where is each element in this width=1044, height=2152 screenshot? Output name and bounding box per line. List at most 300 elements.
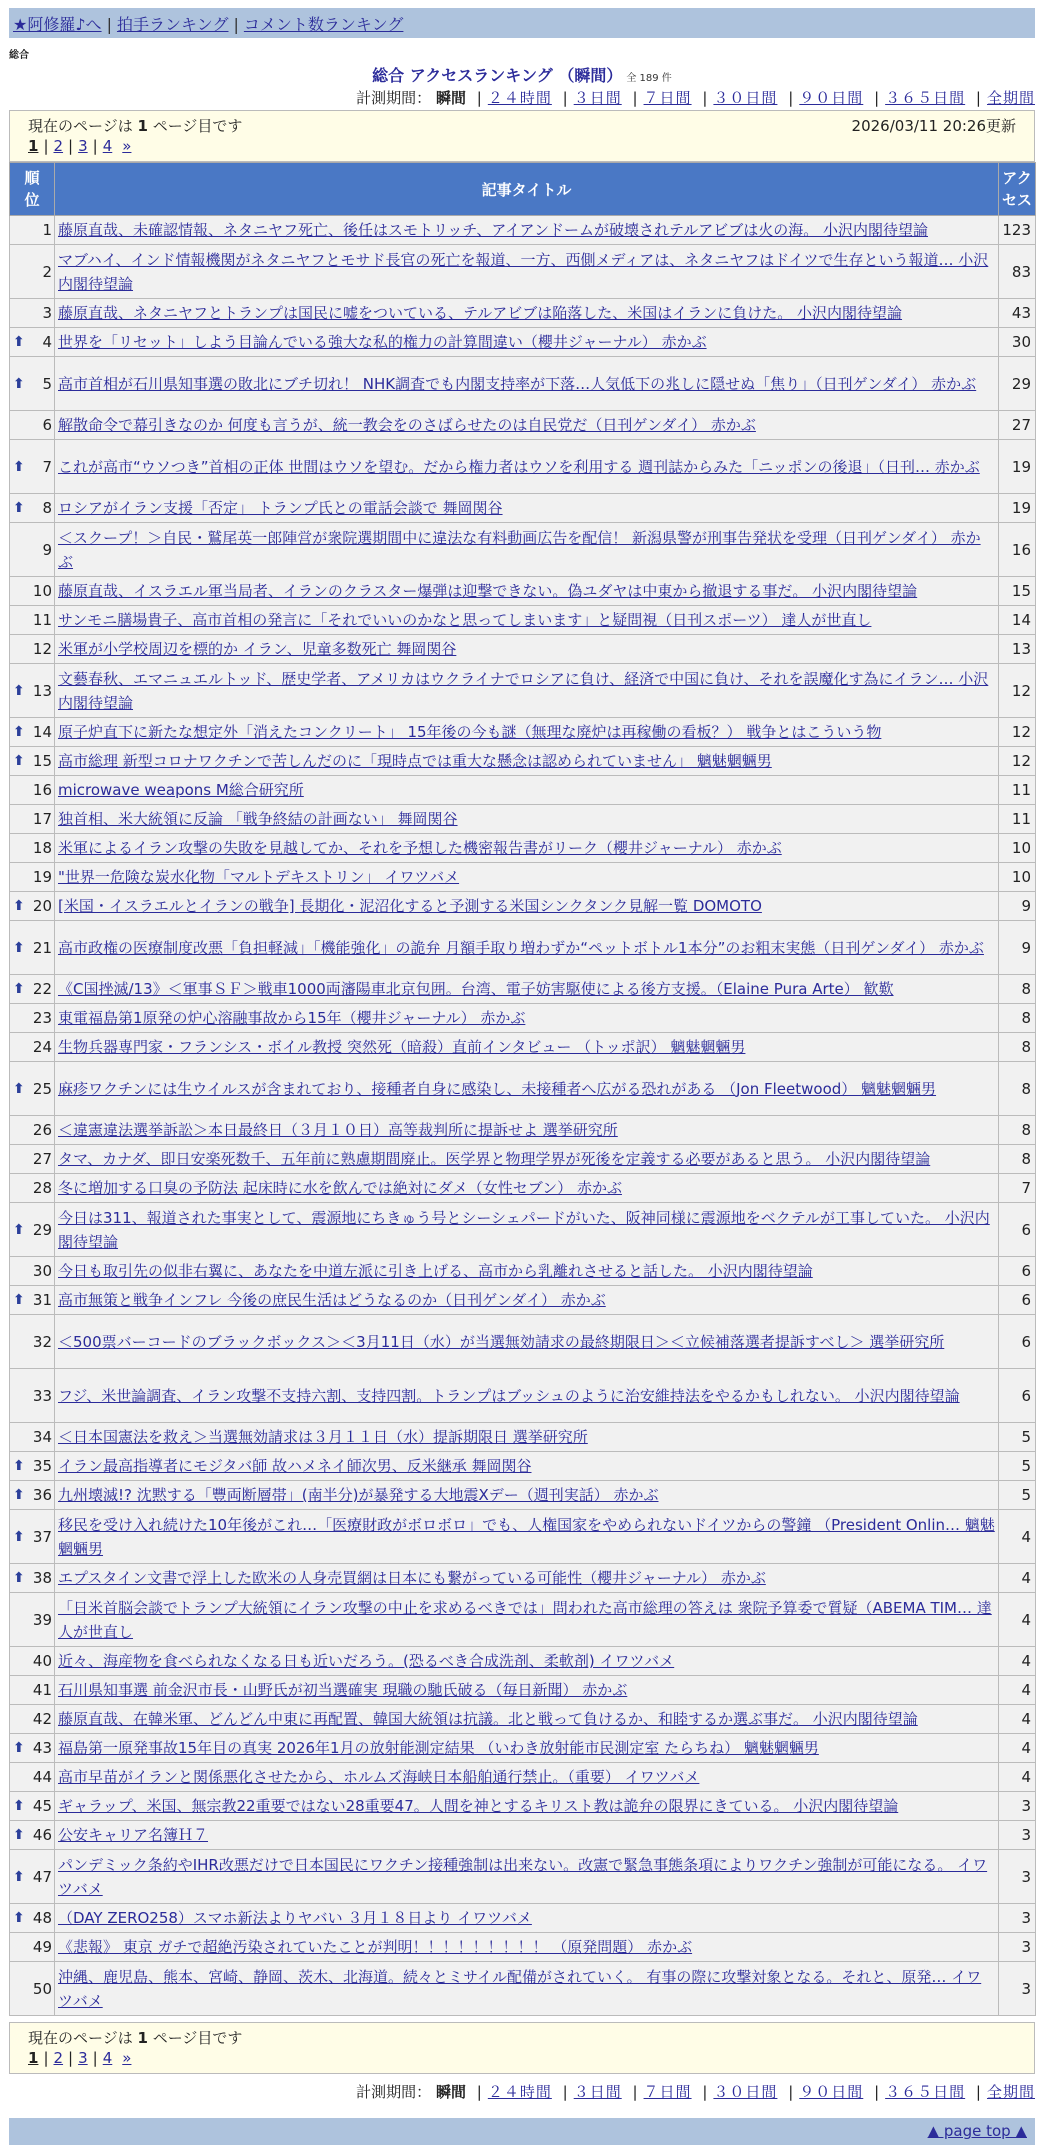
page-1-current-bottom: 1 bbox=[28, 2049, 39, 2067]
article-title-link[interactable]: 世界を「リセット」しよう目論んでいる強大な私的権力の計算間違い（櫻井ジャーナル） 赤かぶ bbox=[58, 333, 707, 351]
title-cell bbox=[55, 299, 999, 328]
article-title-link[interactable]: 高市総理 新型コロナワクチンで苦しんだのに「現時点では重大な懸念は認められていません」 魑魅魍魎男 bbox=[58, 752, 772, 770]
title-cell bbox=[55, 357, 999, 411]
access-count: 3 bbox=[999, 1962, 1036, 2016]
rank-cell bbox=[10, 577, 55, 606]
table-row bbox=[10, 1257, 1036, 1286]
title-cell bbox=[55, 1647, 999, 1676]
rank-cell bbox=[10, 1145, 55, 1174]
rank-number: 36 bbox=[32, 1486, 52, 1504]
access-count: 30 bbox=[999, 328, 1036, 357]
current-page-text-bottom: 現在のページは 1 ページ目です bbox=[28, 2029, 243, 2047]
article-title-link[interactable]: 石川県知事選 前金沢市長・山野氏が初当選確実 現職の馳氏破る（毎日新聞） 赤かぶ bbox=[58, 1681, 628, 1699]
table-row bbox=[10, 1062, 1036, 1116]
period-all-link[interactable]: 全期間 bbox=[986, 89, 1035, 107]
rank-number: 29 bbox=[32, 1220, 52, 1239]
article-title-link[interactable]: 「日米首脳会談でトランプ大統領にイラン攻撃の中止を求めるべきでは」問われた高市総理の答えは 衆院予算委で質疑（ABEMA TIM… 達人が世直し bbox=[58, 1598, 992, 1641]
nav-comment-ranking-link[interactable]: コメント数ランキング bbox=[243, 15, 404, 34]
period-90d-link-bottom[interactable]: ９０日間 bbox=[799, 2083, 864, 2101]
table-row bbox=[10, 606, 1036, 635]
access-count: 3 bbox=[999, 1904, 1036, 1933]
title-cell bbox=[55, 975, 999, 1004]
rank-number: 13 bbox=[32, 681, 52, 700]
article-title-link[interactable]: ロシアがイラン支援「否定」 トランプ氏との電話会談で 舞岡関谷 bbox=[58, 499, 503, 517]
rank-number: 17 bbox=[32, 810, 52, 828]
table-row bbox=[10, 1593, 1036, 1647]
table-row bbox=[10, 1510, 1036, 1564]
article-title-link[interactable]: 独首相、米大統領に反論 「戦争終結の計画ない」 舞岡関谷 bbox=[58, 810, 458, 828]
up-arrow-icon: ⬆ bbox=[13, 898, 25, 914]
access-count: 27 bbox=[999, 411, 1036, 440]
rank-number: 37 bbox=[32, 1527, 52, 1546]
access-count: 4 bbox=[999, 1593, 1036, 1647]
category-label: 総合 bbox=[9, 50, 29, 61]
access-count: 43 bbox=[999, 299, 1036, 328]
rank-cell bbox=[10, 1116, 55, 1145]
title-cell bbox=[55, 1763, 999, 1792]
article-title-link[interactable]: 麻疹ワクチンには生ウイルスが含まれており、接種者自身に感染し、未接種者へ広がる恐れがある （Jon Fleetwood） 魑魅魍魎男 bbox=[58, 1079, 937, 1098]
page-info-top bbox=[9, 110, 1035, 162]
rank-number: 40 bbox=[32, 1652, 52, 1670]
rank-number: 9 bbox=[42, 540, 52, 559]
rank-cell bbox=[10, 718, 55, 747]
header-rank: 順位 bbox=[10, 163, 55, 216]
rank-number: 15 bbox=[32, 752, 52, 770]
up-arrow-icon: ⬆ bbox=[13, 753, 25, 769]
title-cell bbox=[55, 1369, 999, 1423]
page-top-link[interactable]: ▲ page top ▲ bbox=[927, 2122, 1027, 2140]
access-count: 12 bbox=[999, 664, 1036, 718]
title-cell bbox=[55, 1257, 999, 1286]
table-row bbox=[10, 1904, 1036, 1933]
title-cell bbox=[55, 1564, 999, 1593]
rank-cell bbox=[10, 1564, 55, 1593]
access-count: 3 bbox=[999, 1792, 1036, 1821]
access-count: 6 bbox=[999, 1315, 1036, 1369]
table-row bbox=[10, 1647, 1036, 1676]
page-3-link[interactable]: 3 bbox=[78, 137, 88, 155]
title-cell bbox=[55, 1145, 999, 1174]
access-count: 19 bbox=[999, 440, 1036, 494]
article-title-link[interactable]: 高市首相が石川県知事選の敗北にブチ切れ！ NHK調査でも内閣支持率が下落…人気低下の兆しに隠せぬ「焦り」（日刊ゲンダイ） 赤かぶ bbox=[58, 374, 977, 393]
nav-clap-ranking-link[interactable]: 拍手ランキング bbox=[116, 15, 229, 34]
rank-cell bbox=[10, 892, 55, 921]
current-page-text: 現在のページは 1 ページ目です bbox=[28, 117, 243, 135]
rank-cell bbox=[10, 975, 55, 1004]
rank-number: 28 bbox=[32, 1179, 52, 1197]
title-cell bbox=[55, 523, 999, 577]
period-365d-link[interactable]: ３６５日間 bbox=[885, 89, 966, 107]
rank-cell bbox=[10, 1647, 55, 1676]
total-count: 全 189 件 bbox=[626, 73, 672, 84]
up-arrow-icon: ⬆ bbox=[13, 1528, 25, 1545]
up-arrow-icon: ⬆ bbox=[13, 1458, 25, 1474]
up-arrow-icon: ⬆ bbox=[13, 682, 25, 699]
period-7d-link[interactable]: ７日間 bbox=[643, 89, 692, 107]
article-title-link[interactable]: ＜スクープ！＞自民・鷲尾英一郎陣営が衆院選期間中に違法な有料動画広告を配信！ 新潟県警が刑事告発状を受理（日刊ゲンダイ） 赤かぶ bbox=[58, 528, 981, 571]
table-row bbox=[10, 1286, 1036, 1315]
title-cell bbox=[55, 834, 999, 863]
rank-cell bbox=[10, 440, 55, 494]
article-title-link[interactable]: [米国・イスラエルとイランの戦争] 長期化・泥沼化すると予測する米国シンクタンク見解一覧 DOMOTO bbox=[58, 897, 762, 915]
table-row bbox=[10, 1792, 1036, 1821]
rank-cell bbox=[10, 1962, 55, 2016]
access-count: 9 bbox=[999, 921, 1036, 975]
rank-number: 31 bbox=[32, 1291, 52, 1309]
nav-home-link[interactable]: ★阿修羅♪へ bbox=[13, 15, 102, 34]
table-row bbox=[10, 1315, 1036, 1369]
period-7d-link-bottom[interactable]: ７日間 bbox=[643, 2083, 692, 2101]
up-arrow-icon: ⬆ bbox=[13, 1740, 25, 1756]
access-count: 3 bbox=[999, 1821, 1036, 1850]
article-title-link[interactable]: ＜500票バーコードのブラックボックス＞＜3月11日（水）が当選無効請求の最終期限日＞＜立候補落選者提訴すべし＞ 選挙研究所 bbox=[58, 1332, 945, 1351]
article-title-link[interactable]: 九州壊滅!? 沈黙する「豐両断層帯」(南半分)が暴発する大地震Xデー（週刊実話） 赤かぶ bbox=[58, 1486, 659, 1504]
rank-number: 38 bbox=[32, 1569, 52, 1587]
rank-number: 18 bbox=[32, 839, 52, 857]
rank-number: 19 bbox=[32, 868, 52, 886]
article-title-link[interactable]: 藤原直哉、ネタニヤフとトランプは国民に嘘をついている、テルアビブは陥落した、米国はイランに負けた。 小沢内閣待望論 bbox=[58, 304, 903, 322]
rank-number: 43 bbox=[32, 1739, 52, 1757]
article-title-link[interactable]: タマ、カナダ、即日安楽死数千、五年前に熟慮期間廃止。医学界と物理学界が死後を定義する必要があると思う。 小沢内閣待望論 bbox=[58, 1150, 931, 1168]
rank-number: 25 bbox=[32, 1079, 52, 1098]
article-title-link[interactable]: 生物兵器専門家・フランシス・ボイル教授 突然死（暗殺）直前インタビュー （トッポ訳） 魑魅魍魎男 bbox=[58, 1038, 746, 1056]
article-title-link[interactable]: これが高市“ウソつき”首相の正体 世間はウソを望む。だから権力者はウソを利用する 週刊誌からみた「ニッポンの後退」（日刊… 赤かぶ bbox=[58, 457, 980, 476]
access-count: 8 bbox=[999, 975, 1036, 1004]
article-title-link[interactable]: 米軍が小学校周辺を標的か イラン、児童多数死亡 舞岡関谷 bbox=[58, 640, 457, 658]
title-cell bbox=[55, 1033, 999, 1062]
page-4-link-bottom[interactable]: 4 bbox=[102, 2049, 113, 2067]
article-title-link[interactable]: 解散命令で幕引きなのか 何度も言うが、統一教会をのさばらせたのは自民党だ（日刊ゲンダイ） 赤かぶ bbox=[58, 416, 756, 434]
access-count: 10 bbox=[999, 834, 1036, 863]
article-title-link[interactable]: フジ、米世論調査、イラン攻撃不支持六割、支持四割。トランプはブッシュのように治安維持法をやるかもしれない。 小沢内閣待望論 bbox=[58, 1386, 960, 1405]
article-title-link[interactable]: パンデミック条約やIHR改悪だけで日本国民にワクチン接種強制は出来ない。改憲で緊急事態条項によりワクチン強制が可能になる。 イワツバメ bbox=[58, 1855, 988, 1898]
rank-cell bbox=[10, 1452, 55, 1481]
rank-number: 7 bbox=[42, 457, 52, 476]
rank-cell bbox=[10, 1257, 55, 1286]
next-page-link-bottom[interactable]: » bbox=[122, 2049, 132, 2067]
title-cell bbox=[55, 1286, 999, 1315]
title-cell bbox=[55, 1510, 999, 1564]
article-title-link[interactable]: 沖縄、鹿児島、熊本、宮崎、静岡、茨木、北海道。続々とミサイル配備がされていく。 有事の際に攻撃対象となる。それと、原発… イワツバメ bbox=[58, 1967, 982, 2010]
up-arrow-icon: ⬆ bbox=[13, 334, 25, 350]
article-title-link[interactable]: 今日も取引先の似非右翼に、あなたを中道左派に引き上げる、高市から乳離れさせると話した。 小沢内閣待望論 bbox=[58, 1262, 813, 1280]
rank-cell bbox=[10, 411, 55, 440]
access-count: 8 bbox=[999, 1033, 1036, 1062]
page-info-bottom bbox=[9, 2022, 1035, 2074]
article-title-link[interactable]: 藤原直哉、イスラエル軍当局者、イランのクラスター爆弾は迎撃できない。偽ユダヤは中東から撤退する事だ。 小沢内閣待望論 bbox=[58, 582, 918, 600]
title-cell bbox=[55, 1481, 999, 1510]
rank-number: 44 bbox=[32, 1768, 52, 1786]
rank-number: 11 bbox=[32, 611, 52, 629]
period-365d-link-bottom[interactable]: ３６５日間 bbox=[885, 2083, 966, 2101]
table-row bbox=[10, 216, 1036, 245]
title-cell bbox=[55, 1452, 999, 1481]
rank-cell bbox=[10, 1033, 55, 1062]
table-row bbox=[10, 1933, 1036, 1962]
table-row bbox=[10, 1369, 1036, 1423]
rank-number: 26 bbox=[32, 1121, 52, 1139]
title-cell bbox=[55, 1593, 999, 1647]
table-row bbox=[10, 523, 1036, 577]
article-title-link[interactable]: ギャラップ、米国、無宗教22重要ではない28重要47。人間を神とするキリスト教は詭弁の限界にきている。 小沢内閣待望論 bbox=[58, 1797, 899, 1815]
table-row bbox=[10, 975, 1036, 1004]
period-24h-link-bottom[interactable]: ２４時間 bbox=[487, 2083, 552, 2101]
article-title-link[interactable]: 藤原直哉、未確認情報、ネタニヤフ死亡、後任はスモトリッチ、アイアンドームが破壊されテルアビブは火の海。 小沢内閣待望論 bbox=[58, 221, 928, 239]
title-cell bbox=[55, 1676, 999, 1705]
access-count: 83 bbox=[999, 245, 1036, 299]
rank-cell bbox=[10, 216, 55, 245]
title-cell bbox=[55, 635, 999, 664]
access-count: 12 bbox=[999, 718, 1036, 747]
table-row bbox=[10, 834, 1036, 863]
rank-number: 24 bbox=[32, 1038, 52, 1056]
rank-cell bbox=[10, 1676, 55, 1705]
title-cell bbox=[55, 718, 999, 747]
rank-number: 23 bbox=[32, 1009, 52, 1027]
access-count: 6 bbox=[999, 1203, 1036, 1257]
page-2-link-bottom[interactable]: 2 bbox=[53, 2049, 64, 2067]
up-arrow-icon: ⬆ bbox=[13, 1827, 25, 1843]
table-row bbox=[10, 328, 1036, 357]
table-row bbox=[10, 1734, 1036, 1763]
up-arrow-icon: ⬆ bbox=[13, 1868, 25, 1885]
period-24h-link[interactable]: ２４時間 bbox=[487, 89, 552, 107]
access-count: 4 bbox=[999, 1705, 1036, 1734]
access-count: 123 bbox=[999, 216, 1036, 245]
rank-number: 34 bbox=[32, 1428, 52, 1446]
ranking-title: 総合 アクセスランキング （瞬間） bbox=[372, 66, 623, 85]
page-4-link[interactable]: 4 bbox=[102, 137, 113, 155]
up-arrow-icon: ⬆ bbox=[13, 1080, 25, 1097]
access-count: 4 bbox=[999, 1676, 1036, 1705]
up-arrow-icon: ⬆ bbox=[13, 1910, 25, 1926]
rank-cell bbox=[10, 776, 55, 805]
pagination-bottom: 1 | 2 | 3 | 4 » bbox=[28, 2049, 132, 2067]
period-30d-link[interactable]: ３０日間 bbox=[713, 89, 778, 107]
article-title-link[interactable]: 《C国挫滅/13》＜軍事ＳＦ＞戦車1000両瀋陽車北京包囲。台湾、電子妨害駆使による後方支援。（Elaine Pura Arte） 歓歎 bbox=[58, 980, 894, 998]
rank-number: 35 bbox=[32, 1457, 52, 1475]
up-arrow-icon: ⬆ bbox=[13, 375, 25, 392]
article-title-link[interactable]: 文藝春秋、エマニュエルトッド、歴史学者、アメリカはウクライナでロシアに負け、経済で中国に負け、それを誤魔化す為にイラン… 小沢内閣待望論 bbox=[58, 669, 989, 712]
page-2-link[interactable]: 2 bbox=[53, 137, 64, 155]
rank-cell bbox=[10, 834, 55, 863]
article-title-link[interactable]: イラン最高指導者にモジタバ師 故ハメネイ師次男、反米継承 舞岡関谷 bbox=[58, 1457, 532, 1475]
access-count: 8 bbox=[999, 1116, 1036, 1145]
article-title-link[interactable]: 《悲報》 東京 ガチで超絶汚染されていたことが判明！！！！！！！！！ （原発問題） 赤かぶ bbox=[58, 1938, 693, 1956]
article-title-link[interactable]: "世界一危険な炭水化物「マルトデキストリン」 イワツバメ bbox=[58, 868, 460, 886]
page-1-current: 1 bbox=[28, 137, 39, 155]
rank-cell bbox=[10, 1286, 55, 1315]
table-row bbox=[10, 1423, 1036, 1452]
table-row bbox=[10, 1850, 1036, 1904]
rank-cell bbox=[10, 1174, 55, 1203]
rank-number: 49 bbox=[32, 1938, 52, 1956]
access-count: 8 bbox=[999, 1062, 1036, 1116]
title-cell bbox=[55, 494, 999, 523]
rank-number: 33 bbox=[32, 1386, 52, 1405]
title-cell bbox=[55, 664, 999, 718]
table-row bbox=[10, 440, 1036, 494]
up-arrow-icon: ⬆ bbox=[13, 1487, 25, 1503]
rank-cell bbox=[10, 1203, 55, 1257]
period-3d-link-bottom[interactable]: ３日間 bbox=[573, 2083, 622, 2101]
table-row bbox=[10, 921, 1036, 975]
article-title-link[interactable]: 藤原直哉、在韓米軍、どんどん中東に再配置、韓国大統領は抗議。北と戦って負けるか、和睦するか選ぶ事だ。 小沢内閣待望論 bbox=[58, 1710, 918, 1728]
up-arrow-icon: ⬆ bbox=[13, 458, 25, 475]
table-row bbox=[10, 577, 1036, 606]
rank-number: 20 bbox=[32, 897, 52, 915]
table-row bbox=[10, 1481, 1036, 1510]
rank-number: 8 bbox=[42, 499, 52, 517]
rank-cell bbox=[10, 1850, 55, 1904]
table-row bbox=[10, 1033, 1036, 1062]
rank-number: 32 bbox=[32, 1332, 52, 1351]
table-row bbox=[10, 1676, 1036, 1705]
article-title-link[interactable]: microwave weapons M総合研究所 bbox=[58, 781, 304, 799]
title-cell bbox=[55, 1821, 999, 1850]
title-cell bbox=[55, 1315, 999, 1369]
rank-cell bbox=[10, 299, 55, 328]
article-title-link[interactable]: 米軍によるイラン攻撃の失敗を見越してか、それを予想した機密報告書がリーク（櫻井ジャーナル） 赤かぶ bbox=[58, 839, 782, 857]
article-title-link[interactable]: ＜違憲違法選挙訴訟＞本日最終日（３月１０日）高等裁判所に提訴せよ 選挙研究所 bbox=[58, 1121, 618, 1139]
rank-number: 2 bbox=[42, 262, 52, 281]
table-row bbox=[10, 1004, 1036, 1033]
title-cell bbox=[55, 606, 999, 635]
period-selector-top: 計測期間： 瞬間 | ２４時間 | ３日間 | ７日間 | ３０日間 | ９０日間 | ３６５日間 | 全期間 bbox=[356, 89, 1035, 107]
rank-number: 10 bbox=[32, 582, 52, 600]
pagination-top: 1 | 2 | 3 | 4 » bbox=[28, 137, 132, 155]
table-row bbox=[10, 776, 1036, 805]
up-arrow-icon: ⬆ bbox=[13, 1292, 25, 1308]
rank-cell bbox=[10, 1423, 55, 1452]
rank-cell bbox=[10, 863, 55, 892]
access-count: 12 bbox=[999, 747, 1036, 776]
title-cell bbox=[55, 776, 999, 805]
access-count: 13 bbox=[999, 635, 1036, 664]
access-count: 6 bbox=[999, 1286, 1036, 1315]
up-arrow-icon: ⬆ bbox=[13, 1221, 25, 1238]
article-title-link[interactable]: 東電福島第1原発の炉心溶融事故から15年（櫻井ジャーナル） 赤かぶ bbox=[58, 1009, 526, 1027]
rank-cell bbox=[10, 1763, 55, 1792]
table-row bbox=[10, 892, 1036, 921]
article-title-link[interactable]: エプスタイン文書で浮上した欧米の人身売買網は日本にも繋がっている可能性（櫻井ジャーナル） 赤かぶ bbox=[58, 1569, 766, 1587]
rank-number: 6 bbox=[42, 416, 52, 434]
rank-number: 22 bbox=[32, 980, 52, 998]
rank-cell bbox=[10, 1510, 55, 1564]
rank-cell bbox=[10, 1705, 55, 1734]
article-title-link[interactable]: サンモニ膳場貴子、高市首相の発言に「それでいいのかなと思ってしまいます」と疑問視（日刊スポーツ） 達人が世直し bbox=[58, 611, 872, 629]
title-cell bbox=[55, 1423, 999, 1452]
title-cell bbox=[55, 1962, 999, 2016]
article-title-link[interactable]: 高市無策と戦争インフレ 今後の庶民生活はどうなるのか（日刊ゲンダイ） 赤かぶ bbox=[58, 1291, 606, 1309]
header-access: アクセス bbox=[999, 163, 1036, 216]
period-current: 瞬間 bbox=[435, 89, 466, 107]
article-title-link[interactable]: 高市政権の医療制度改悪「負担軽減」「機能強化」の詭弁 月額手取り増わずか“ペットボトル1本分”のお粗末実態（日刊ゲンダイ） 赤かぶ bbox=[58, 938, 984, 957]
access-count: 4 bbox=[999, 1763, 1036, 1792]
article-title-link[interactable]: 公安キャリア名簿Ｈ７ bbox=[58, 1826, 209, 1844]
table-row bbox=[10, 664, 1036, 718]
table-row bbox=[10, 357, 1036, 411]
table-row bbox=[10, 245, 1036, 299]
rank-cell bbox=[10, 523, 55, 577]
title-cell bbox=[55, 1734, 999, 1763]
rank-cell bbox=[10, 1734, 55, 1763]
access-count: 4 bbox=[999, 1647, 1036, 1676]
rank-cell bbox=[10, 606, 55, 635]
rank-cell bbox=[10, 1315, 55, 1369]
top-nav-bar: ★阿修羅♪へ | 拍手ランキング | コメント数ランキング bbox=[9, 8, 1035, 38]
rank-number: 14 bbox=[32, 723, 52, 741]
period-90d-link[interactable]: ９０日間 bbox=[799, 89, 864, 107]
title-cell bbox=[55, 892, 999, 921]
article-title-link[interactable]: ＜日本国憲法を救え＞当選無効請求は３月１１日（水）提訴期限日 選挙研究所 bbox=[58, 1428, 588, 1446]
rank-cell bbox=[10, 1593, 55, 1647]
page-3-link-bottom[interactable]: 3 bbox=[78, 2049, 88, 2067]
table-row bbox=[10, 1203, 1036, 1257]
rank-number: 42 bbox=[32, 1710, 52, 1728]
article-title-link[interactable]: 福島第一原発事故15年目の真実 2026年1月の放射能測定結果 （いわき放射能市民測定室 たらちね） 魑魅魍魎男 bbox=[58, 1739, 819, 1757]
title-cell bbox=[55, 245, 999, 299]
rank-cell bbox=[10, 357, 55, 411]
rank-cell bbox=[10, 328, 55, 357]
access-count: 6 bbox=[999, 1257, 1036, 1286]
article-title-link[interactable]: 原子炉直下に新たな想定外「消えたコンクリート」 15年後の今も謎（無理な廃炉は再稼働の看板？） 戦争とはこういう物 bbox=[58, 723, 882, 741]
title-cell bbox=[55, 1203, 999, 1257]
article-title-link[interactable]: 冬に増加する口臭の予防法 起床時に水を飲んでは絶対にダメ（女性セブン） 赤かぶ bbox=[58, 1179, 622, 1197]
title-cell bbox=[55, 863, 999, 892]
table-row bbox=[10, 1116, 1036, 1145]
next-page-link[interactable]: » bbox=[122, 137, 132, 155]
rank-cell bbox=[10, 747, 55, 776]
access-count: 16 bbox=[999, 523, 1036, 577]
period-30d-link-bottom[interactable]: ３０日間 bbox=[713, 2083, 778, 2101]
period-3d-link[interactable]: ３日間 bbox=[573, 89, 622, 107]
article-title-link[interactable]: 移民を受け入れ続けた10年後がこれ…「医療財政がボロボロ」でも、人権国家をやめられないドイツからの警鐘 （President Onlin… 魑魅魍魎男 bbox=[58, 1515, 995, 1558]
article-title-link[interactable]: 近々、海産物を食べられなくなる日も近いだろう。(恐るべき合成洗剤、柔軟剤) イワツバメ bbox=[58, 1652, 675, 1670]
title-cell bbox=[55, 1116, 999, 1145]
table-row bbox=[10, 1962, 1036, 2016]
title-cell bbox=[55, 1705, 999, 1734]
article-title-link[interactable]: 今日は311、報道された事実として、震源地にちきゅう号とシーシェパードがいた、阪神同様に震源地をベクテルが工事していた。 小沢内閣待望論 bbox=[58, 1208, 990, 1251]
period-all-link-bottom[interactable]: 全期間 bbox=[986, 2083, 1035, 2101]
access-count: 14 bbox=[999, 606, 1036, 635]
article-title-link[interactable]: （DAY ZERO258）スマホ新法よりヤバい ３月１８日より イワツバメ bbox=[58, 1909, 532, 1927]
period-label: 計測期間： bbox=[356, 89, 432, 107]
title-cell bbox=[55, 805, 999, 834]
access-count: 9 bbox=[999, 892, 1036, 921]
table-row bbox=[10, 1145, 1036, 1174]
table-row bbox=[10, 1821, 1036, 1850]
title-cell bbox=[55, 921, 999, 975]
title-cell bbox=[55, 1792, 999, 1821]
access-count: 4 bbox=[999, 1564, 1036, 1593]
title-cell bbox=[55, 747, 999, 776]
page-top-bar bbox=[9, 2118, 1035, 2145]
access-count: 5 bbox=[999, 1481, 1036, 1510]
rank-number: 45 bbox=[32, 1797, 52, 1815]
article-title-link[interactable]: 高市早苗がイランと関係悪化させたから、ホルムズ海峡日本船舶通行禁止。（重要） イワツバメ bbox=[58, 1768, 700, 1786]
access-count: 11 bbox=[999, 805, 1036, 834]
article-title-link[interactable]: マブハイ、インド情報機関がネタニヤフとモサド長官の死亡を報道、一方、西側メディアは、ネタニヤフはドイツで生存という報道… 小沢内閣待望論 bbox=[58, 250, 989, 293]
rank-number: 16 bbox=[32, 781, 52, 799]
up-arrow-icon: ⬆ bbox=[13, 939, 25, 956]
rank-cell bbox=[10, 921, 55, 975]
table-row bbox=[10, 1763, 1036, 1792]
rank-number: 4 bbox=[42, 333, 52, 351]
rank-cell bbox=[10, 1481, 55, 1510]
rank-cell bbox=[10, 1369, 55, 1423]
title-cell bbox=[55, 1933, 999, 1962]
